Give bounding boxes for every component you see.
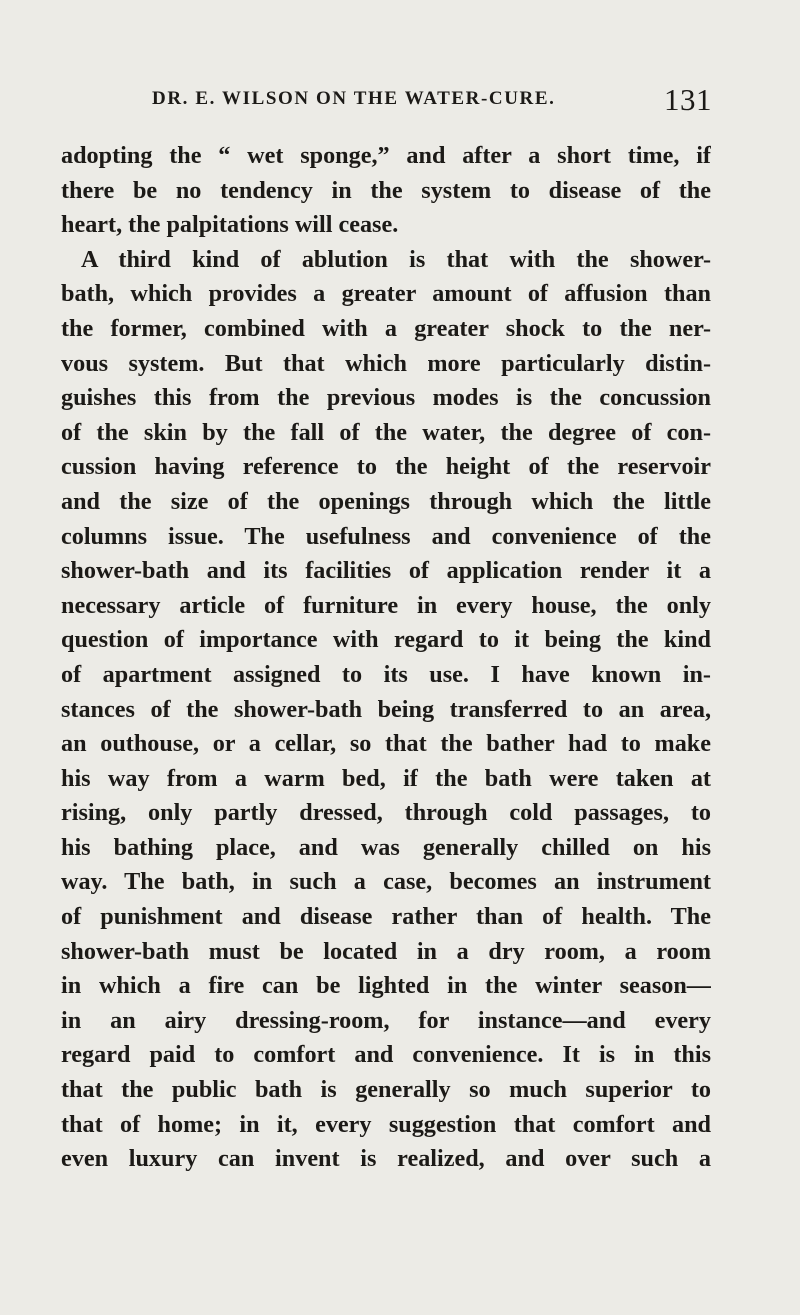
text-line: guishes this from the previous modes is the concussion bbox=[61, 384, 711, 412]
text-line: the former, combined with a greater shock to the ner- bbox=[61, 314, 711, 342]
text-line: adopting the “ wet sponge,” and after a short time, if bbox=[61, 142, 711, 169]
text-line: of apartment assigned to its use. I have known in- bbox=[61, 660, 711, 688]
text-line: even luxury can invent is realized, and over such a bbox=[61, 1145, 711, 1173]
text-line: that of home; in it, every suggestion that comfort and bbox=[61, 1110, 711, 1138]
text-line: A third kind of ablution is that with the shower- bbox=[81, 245, 711, 273]
text-line: his bathing place, and was generally chilled on his bbox=[61, 833, 711, 861]
running-header bbox=[152, 82, 712, 118]
text-line: question of importance with regard to it being the kind bbox=[61, 626, 711, 654]
text-line: way. The bath, in such a case, becomes an instrument bbox=[61, 868, 711, 896]
text-line: regard paid to comfort and convenience. It is in this bbox=[61, 1041, 711, 1069]
text-line: of the skin by the fall of the water, the degree of con- bbox=[61, 418, 711, 446]
text-line: stances of the shower-bath being transferred to an area, bbox=[61, 695, 711, 723]
body-text bbox=[61, 139, 711, 1177]
page-number: 131 bbox=[664, 82, 712, 117]
text-line: heart, the palpitations will cease. bbox=[61, 211, 399, 239]
running-title: DR. E. WILSON ON THE WATER-CURE. bbox=[152, 88, 556, 109]
text-line: rising, only partly dressed, through cold passages, to bbox=[61, 799, 711, 827]
text-line: in which a fire can be lighted in the winter season— bbox=[61, 972, 711, 1000]
text-line: that the public bath is generally so much superior to bbox=[61, 1076, 711, 1104]
text-line: bath, which provides a greater amount of affusion than bbox=[61, 280, 711, 308]
text-line: and the size of the openings through which the little bbox=[61, 487, 711, 515]
text-line: an outhouse, or a cellar, so that the bather had to make bbox=[61, 730, 711, 758]
text-line: vous system. But that which more particularly distin- bbox=[61, 349, 711, 377]
text-line: of punishment and disease rather than of health. The bbox=[61, 903, 711, 931]
text-line: in an airy dressing-room, for instance—and every bbox=[61, 1006, 711, 1034]
text-line: cussion having reference to the height of the reservoir bbox=[61, 453, 711, 481]
text-line: shower-bath must be located in a dry room, a room bbox=[61, 937, 711, 965]
text-line: shower-bath and its facilities of application render it a bbox=[61, 557, 711, 585]
text-line: necessary article of furniture in every house, the only bbox=[61, 591, 711, 619]
text-line: columns issue. The usefulness and convenience of the bbox=[61, 522, 711, 550]
text-line: there be no tendency in the system to disease of the bbox=[61, 176, 711, 204]
text-line: his way from a warm bed, if the bath were taken at bbox=[61, 764, 711, 792]
